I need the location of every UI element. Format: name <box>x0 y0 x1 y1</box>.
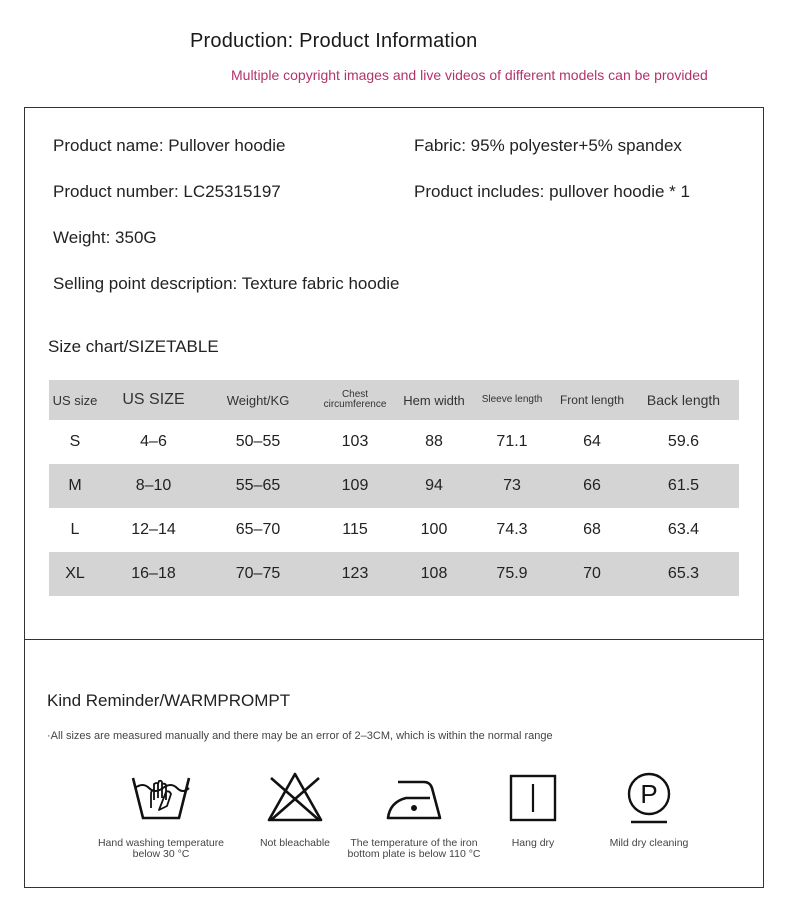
cell-sleeve: 74.3 <box>496 521 528 538</box>
cell-us-size: 8–10 <box>135 477 172 494</box>
table-row <box>49 552 739 596</box>
cell-back: 59.6 <box>667 433 700 450</box>
header-front-length: Front length <box>559 393 625 407</box>
product-number: Product number: LC25315197 <box>53 182 281 201</box>
product-fabric: Fabric: 95% polyester+5% spandex <box>414 136 682 155</box>
care-item-hand-wash <box>86 770 236 860</box>
svg-text:P: P <box>640 779 658 809</box>
header-chest: Chest circumference <box>323 389 387 410</box>
cell-chest: 103 <box>341 433 369 450</box>
cell-sleeve: 71.1 <box>496 433 528 450</box>
cell-size: M <box>68 477 82 494</box>
iron-icon <box>384 770 444 826</box>
product-weight: Weight: 350G <box>53 228 157 247</box>
cell-size: S <box>69 433 81 450</box>
table-row <box>49 464 739 508</box>
cell-hem: 88 <box>425 433 443 450</box>
care-label: Not bleachable <box>259 837 331 849</box>
reminder-title: Kind Reminder/WARMPROMPT <box>47 691 291 710</box>
page-title: Production: Product Information <box>190 30 478 52</box>
cell-weight: 55–65 <box>235 477 281 494</box>
page-subtitle: Multiple copyright images and live videos of different models can be provided <box>231 67 708 83</box>
cell-hem: 100 <box>420 521 448 538</box>
hang-dry-icon <box>505 770 561 826</box>
product-info-panel <box>24 107 764 888</box>
section-divider <box>25 639 763 640</box>
cell-us-size: 4–6 <box>140 433 167 450</box>
table-row <box>49 420 739 464</box>
hand-wash-icon <box>129 770 193 826</box>
no-bleach-icon <box>265 770 325 826</box>
cell-back: 63.4 <box>667 521 700 538</box>
cell-us-size: 12–14 <box>131 521 176 538</box>
cell-size: XL <box>65 565 85 582</box>
cell-chest: 123 <box>341 565 369 582</box>
size-chart-table <box>49 380 739 596</box>
cell-weight: 50–55 <box>235 433 281 450</box>
care-label: Hang dry <box>511 837 555 849</box>
cell-weight: 70–75 <box>235 565 281 582</box>
product-name: Product name: Pullover hoodie <box>53 136 286 155</box>
cell-sleeve: 73 <box>503 477 521 494</box>
cell-front: 70 <box>583 565 601 582</box>
cell-front: 68 <box>583 521 601 538</box>
header-weight: Weight/KG <box>226 392 290 408</box>
cell-weight: 65–70 <box>235 521 281 538</box>
header-us-size: US size <box>52 392 98 408</box>
care-label: The temperature of the iron bottom plate is below 110 °C <box>347 837 481 860</box>
size-chart-header-row <box>49 380 739 420</box>
cell-back: 61.5 <box>667 477 700 494</box>
header-hem-width: Hem width <box>403 392 465 408</box>
measurement-note: ·All sizes are measured manually and there may be an error of 2–3CM, which is within the normal range <box>47 730 553 742</box>
cell-front: 66 <box>583 477 601 494</box>
dry-clean-icon <box>621 770 677 826</box>
cell-back: 65.3 <box>667 565 700 582</box>
product-selling-point: Selling point description: Texture fabric hoodie <box>53 274 400 293</box>
care-item-dry-clean <box>574 770 724 849</box>
header-back-length: Back length <box>646 392 721 408</box>
cell-us-size: 16–18 <box>131 565 176 582</box>
cell-front: 64 <box>583 433 601 450</box>
care-label: Hand washing temperature below 30 °C <box>97 837 225 860</box>
care-label: Mild dry cleaning <box>609 837 689 849</box>
size-chart-title: Size chart/SIZETABLE <box>48 337 219 356</box>
header-sleeve-length: Sleeve length <box>481 394 543 405</box>
cell-size: L <box>70 521 80 538</box>
header-us-size-range: US SIZE <box>122 391 185 408</box>
product-includes: Product includes: pullover hoodie * 1 <box>414 182 690 201</box>
table-row <box>49 508 739 552</box>
cell-hem: 108 <box>420 565 448 582</box>
cell-chest: 115 <box>342 521 368 538</box>
cell-sleeve: 75.9 <box>496 565 528 582</box>
cell-hem: 94 <box>425 477 443 494</box>
cell-chest: 109 <box>341 477 369 494</box>
